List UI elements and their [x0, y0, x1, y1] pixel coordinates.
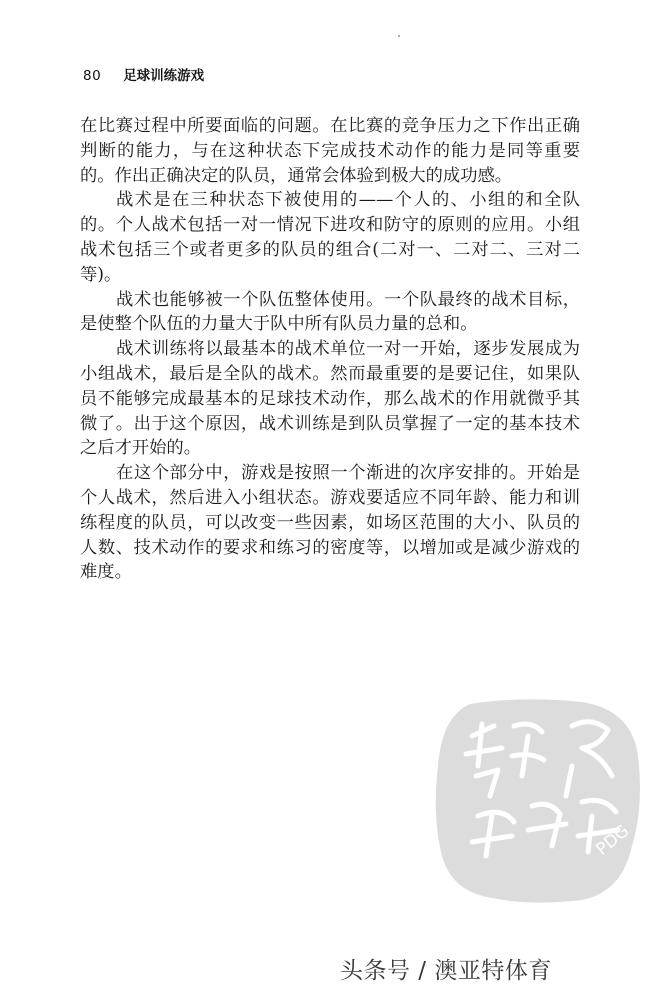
paragraph: 在这个部分中，游戏是按照一个渐进的次序安排的。开始是个人战术，然后进入小组状态。游戏要适应不同年龄、能力和训练程度的队员，可以改变一些因素，如场区范围的大小、队员的人数、技术动作的要求和练习的密度等，以增加或是减少游戏的难度。	[80, 463, 580, 583]
paragraph: 战术也能够被一个队伍整体使用。一个队最终的战术目标，是使整个队伍的力量大于队中所有队员力量的总和。	[80, 289, 580, 335]
body-text	[80, 114, 580, 585]
book-title: 足球训练游戏	[123, 68, 205, 84]
pdg-seal-stamp	[432, 696, 646, 904]
paragraph-continuation: 在比赛过程中所要面临的问题。在比赛的竞争压力之下作出正确判断的能力，与在这种状态下完成技术动作的能力是同等重要的。作出正确决定的队员，通常会体验到极大的成功感。	[80, 116, 580, 186]
paragraph: 战术训练将以最基本的战术单位一对一开始，逐步发展成为小组战术，最后是全队的战术。然而最重要的是要记住，如果队员不能够完成最基本的足球技术动作，那么战术的作用就微乎其微了。出于这个原因，战术训练是到队员掌握了一定的基本技术之后才开始的。	[80, 339, 580, 459]
scan-speck	[398, 35, 400, 37]
page-number: 80	[83, 68, 102, 84]
seal-pdg-label: PDG	[592, 821, 634, 860]
paragraph: 战术是在三种状态下被使用的——个人的、小组的和全队的。个人战术包括一对一情况下进攻和防守的原则的应用。小组战术包括三个或者更多的队员的组合(二对一、二对二、三对二等)。	[80, 190, 580, 285]
running-header	[83, 64, 204, 84]
watermark-text: 头条号 / 澳亚特体育	[340, 958, 552, 984]
